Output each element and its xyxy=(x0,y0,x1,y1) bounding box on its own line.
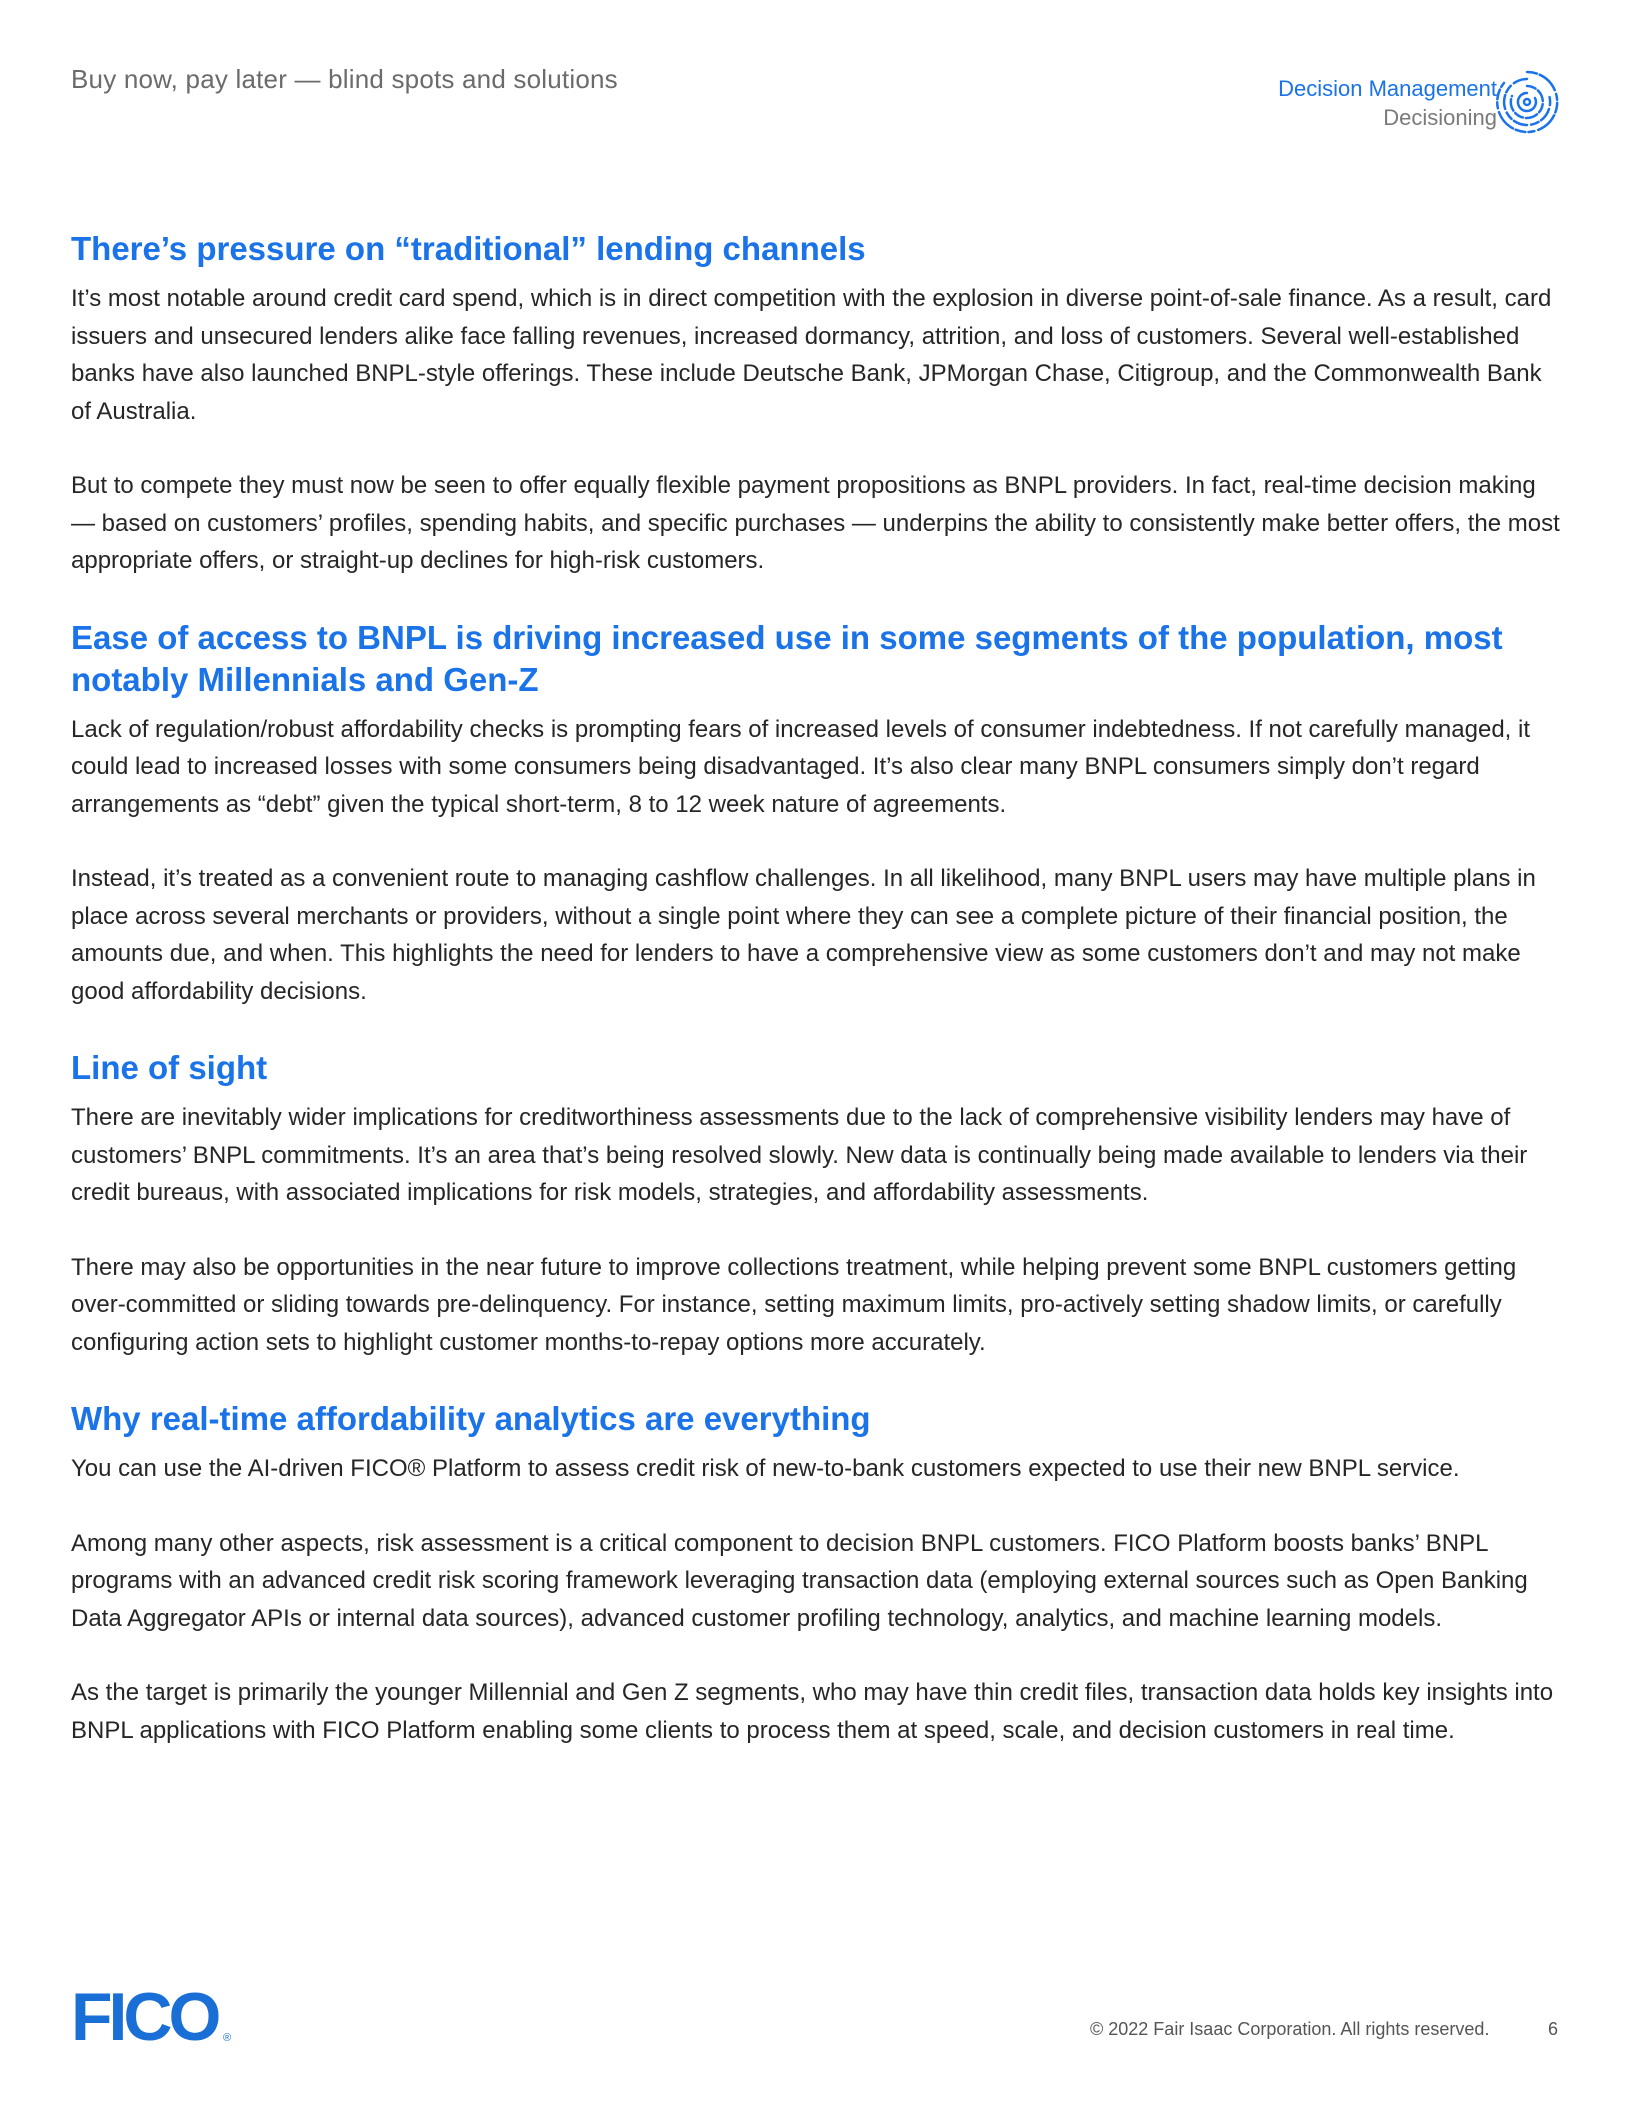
section-traditional-lending xyxy=(71,228,1561,580)
paragraph: There may also be opportunities in the near future to improve collections treatment, while helping prevent some BNPL customers getting over-committed or sliding towards pre-delinquency. For instance, setting maximum limits, pro-actively setting shadow limits, or carefully configuring action sets to highlight customer months-to-repay options more accurately. xyxy=(71,1253,1517,1356)
copyright-notice: © 2022 Fair Isaac Corporation. All rights reserved. xyxy=(1090,2019,1490,2039)
paragraph: Lack of regulation/robust affordability checks is prompting fears of increased levels of consumer indebtedness. If not carefully managed, it could lead to increased losses with some consumers being disadvantaged. It’s also clear many BNPL consumers simply don’t regard arrangements as “debt” given the typical short-term, 8 to 12 week nature of agreements. xyxy=(71,715,1531,818)
paragraph: Instead, it’s treated as a convenient route to managing cashflow challenges. In all likelihood, many BNPL users may have multiple plans in place across several merchants or providers, without a single point where they can see a complete picture of their financial position, the amounts due, and when. This highlights the need for lenders to have a comprehensive view as some customers don’t and may not make good affordability decisions. xyxy=(71,865,1536,1005)
brand-block xyxy=(1278,74,1497,132)
paragraph: As the target is primarily the younger Millennial and Gen Z segments, who may have thin credit files, transaction data holds key insights into BNPL applications with FICO Platform enabling some clients to process them at speed, scale, and decision customers in real time. xyxy=(71,1679,1554,1744)
section-heading: Ease of access to BNPL is driving increased use in some segments of the population, most notably Millennials and Gen-Z xyxy=(71,618,1503,698)
section-heading: Why real-time affordability analytics are everything xyxy=(71,1400,871,1437)
concentric-circles-icon xyxy=(1494,69,1560,135)
paragraph: It’s most notable around credit card spend, which is in direct competition with the explosion in diverse point-of-sale finance. As a result, card issuers and unsecured lenders alike face falling revenues, increased dormancy, attrition, and loss of customers. Several well-established banks have also launched BNPL-style offerings. These include Deutsche Bank, JPMorgan Chase, Citigroup, and the Commonwealth Bank of Australia. xyxy=(71,285,1552,425)
registered-mark: ® xyxy=(223,2032,232,2044)
section-heading: Line of sight xyxy=(71,1049,268,1086)
section-real-time-analytics xyxy=(71,1398,1561,1749)
paragraph: But to compete they must now be seen to offer equally flexible payment propositions as BNPL providers. In fact, real-time decision making — based on customers’ profiles, spending habits, and specific purchases — underpins the ability to consistently make better offers, the most appropriate offers, or straight-up declines for high-risk customers. xyxy=(71,472,1560,574)
section-heading: There’s pressure on “traditional” lending channels xyxy=(71,230,866,267)
fico-logo-text: FICO xyxy=(71,1985,218,2045)
article-body xyxy=(71,228,1561,1786)
paragraph: There are inevitably wider implications for creditworthiness assessments due to the lack of comprehensive visibility lenders may have of customers’ BNPL commitments. It’s an area that’s being resolved slowly. New data is continually being made available to lenders via their credit bureaus, with associated implications for risk models, strategies, and affordability assessments. xyxy=(71,1104,1528,1206)
page-number: 6 xyxy=(1548,2019,1559,2039)
brand-subcategory: Decisioning xyxy=(1383,105,1497,130)
section-line-of-sight xyxy=(71,1047,1561,1361)
paragraph: You can use the AI-driven FICO® Platform to assess credit risk of new-to-bank customers expected to use their new BNPL service. xyxy=(71,1455,1460,1482)
paragraph: Among many other aspects, risk assessment is a critical component to decision BNPL customers. FICO Platform boosts banks’ BNPL programs with an advanced credit risk scoring framework leveraging transaction data (employing external sources such as Open Banking Data Aggregator APIs or internal data sources), advanced customer profiling technology, analytics, and machine learning models. xyxy=(71,1529,1528,1632)
brand-category: Decision Management xyxy=(1278,76,1497,101)
fico-logo xyxy=(71,1985,232,2045)
document-title: Buy now, pay later — blind spots and solutions xyxy=(71,64,618,94)
section-ease-of-access xyxy=(71,617,1561,1011)
